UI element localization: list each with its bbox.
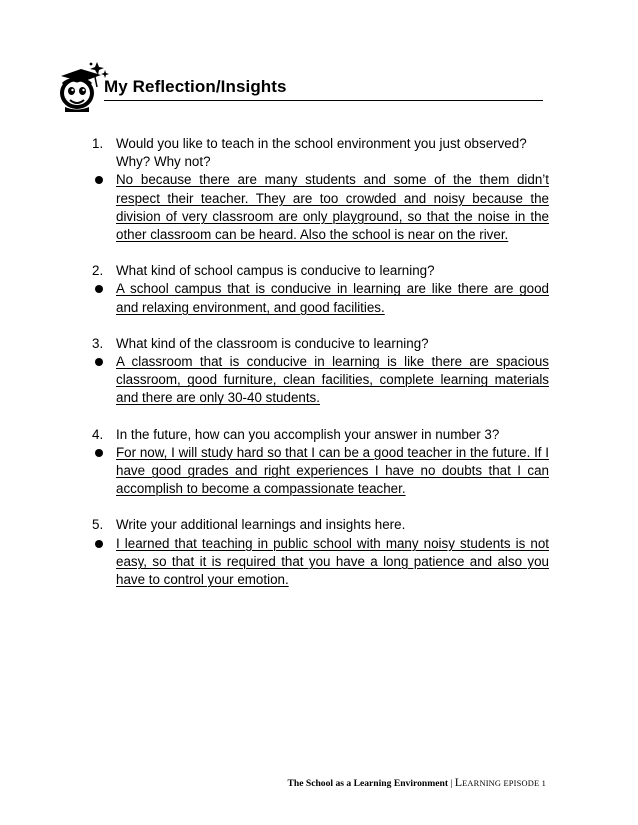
question-text: What kind of the classroom is conducive to learning?	[116, 335, 429, 351]
answer-text: No because there are many students and some of the them didn’t respect their teacher. They are too crowded and noisy because the division of very classroom are only playground, so that the noise in the other classroom can be heard. Also the school is near on the river.	[116, 172, 549, 243]
footer-separator: |	[450, 778, 453, 789]
bullet-icon	[95, 540, 103, 548]
page-footer	[287, 775, 546, 790]
footer-episode-label: EARNING EPISODE 1	[462, 779, 546, 788]
footer-title: The School as a Learning Environment	[287, 778, 449, 789]
answer	[89, 535, 549, 590]
page-title: My Reflection/Insights	[104, 77, 287, 96]
question-text: Would you like to teach in the school environment you just observed? Why? Why not?	[116, 136, 527, 170]
answer-text: A classroom that is conducive in learning is like there are spacious classroom, good furniture, clean facilities, complete learning materials and there are only 30-40 students.	[116, 354, 549, 406]
question	[89, 426, 549, 444]
question	[89, 516, 549, 534]
answer	[89, 353, 549, 408]
answer	[89, 280, 549, 316]
answer-text: For now, I will study hard so that I can be a good teacher in the future. If I have good grades and right experiences I have no doubts that I can accomplish to become a compassionate teacher.	[116, 444, 549, 497]
answer-text: A school campus that is conducive in learning are like there are good and relaxing environment, and good facilities.	[116, 281, 549, 315]
question-text: In the future, how can you accomplish your answer in number 3?	[116, 426, 500, 442]
question-number: 3.	[92, 335, 104, 351]
answer	[89, 171, 549, 244]
question-item-1	[89, 135, 549, 244]
title-underline	[104, 100, 543, 101]
question-number: 2.	[92, 263, 104, 279]
bullet-icon	[95, 176, 103, 184]
question-item-3	[89, 335, 549, 408]
question-item-4	[89, 426, 549, 499]
bullet-icon	[95, 449, 103, 457]
answer	[89, 444, 549, 499]
question-text: What kind of school campus is conducive to learning?	[116, 263, 435, 279]
question-text: Write your additional learnings and insights here.	[116, 517, 406, 533]
reflection-list	[89, 135, 549, 607]
bullet-icon	[95, 285, 103, 293]
question-item-5	[89, 516, 549, 589]
bullet-icon	[95, 358, 103, 366]
question-number: 4.	[92, 426, 104, 442]
question-number: 5.	[92, 517, 104, 533]
question	[89, 262, 549, 280]
question	[89, 135, 549, 171]
footer-episode-initial: L	[454, 775, 463, 789]
question	[89, 335, 549, 353]
answer-text: I learned that teaching in public school with many noisy students is not easy, so that it is required that you have a long patience and also you have to control your emotion.	[116, 535, 549, 588]
question-number: 1.	[92, 136, 104, 151]
question-item-2	[89, 262, 549, 317]
